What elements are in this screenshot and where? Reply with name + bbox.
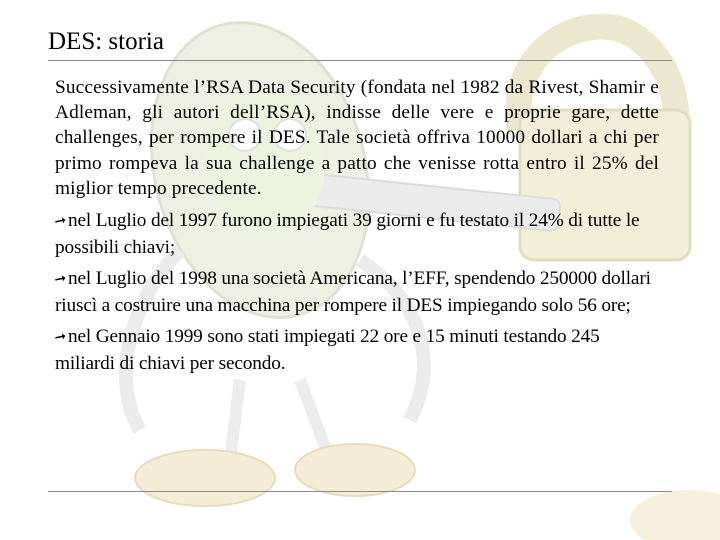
title-divider (48, 60, 672, 61)
bullet-text: nel Luglio del 1997 furono impiegati 39 giorni e fu testato il 24% di tutte le possibili chiavi; (55, 210, 640, 258)
footer-divider (48, 491, 672, 492)
list-item (55, 209, 659, 260)
bullet-text: nel Luglio del 1998 una società Americana, l’EFF, spendendo 250000 dollari riuscì a costruire una macchina per rompere il DES impiegando solo 56 ore; (55, 268, 651, 316)
arrow-bullet-icon: ➞ (53, 213, 68, 231)
list-item (55, 325, 659, 376)
slide-title: DES: storia (48, 28, 164, 55)
bullet-text: nel Gennaio 1999 sono stati impiegati 22 ore e 15 minuti testando 245 miliardi di chiavi per secondo. (55, 326, 600, 374)
arrow-bullet-icon: ➞ (53, 271, 68, 289)
intro-paragraph: Successivamente l’RSA Data Security (fondata nel 1982 da Rivest, Shamir e Adleman, gli autori dell’RSA), indisse delle vere e proprie gare, dette challenges, per rompere il DES. Tale società offriva 10000 dollari a chi per primo rompeva la sua challenge a patto che venisse rotta entro il 25% del miglior tempo precedente. (55, 77, 659, 199)
slide-content (55, 75, 659, 383)
bullet-list (55, 209, 659, 376)
arrow-bullet-icon: ➞ (53, 329, 68, 347)
list-item (55, 267, 659, 318)
